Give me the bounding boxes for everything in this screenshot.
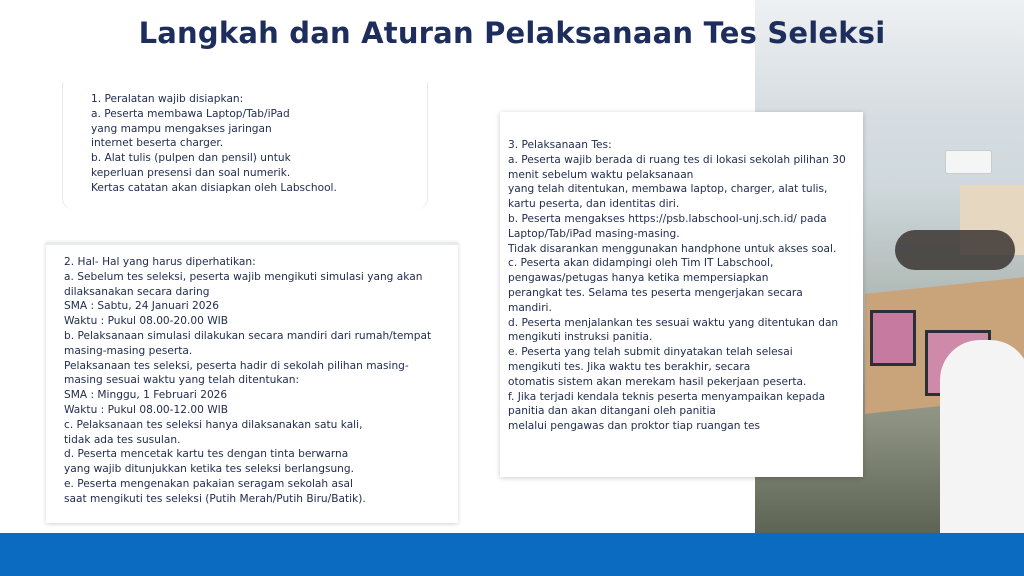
footer-bar [0,533,1024,576]
text-line: f. Jika terjadi kendala teknis peserta menyampaikan kepada [508,390,826,403]
text-line: internet beserta charger. [91,137,224,150]
text-line: c. Pelaksanaan tes seleksi hanya dilaksanakan satu kali, [64,418,363,431]
text-line: Laptop/Tab/iPad masing-masing. [508,227,680,240]
photo-students [895,230,1015,270]
text-line: 3. Pelaksanaan Tes: [508,139,612,151]
text-line: Kertas catatan akan disiapkan oleh Labschool. [91,181,337,194]
text-line: d. Peserta menjalankan tes sesuai waktu yang ditentukan dan [508,316,839,329]
text-line: saat mengikuti tes seleksi (Putih Merah/Putih Biru/Batik). [64,492,366,505]
text-line: masing-masing peserta. [64,344,193,357]
text-line: mengikuti tes. Jika waktu tes berakhir, secara [508,360,751,373]
text-line: d. Peserta mencetak kartu tes dengan tinta berwarna [64,448,349,461]
section-equipment-card [62,82,428,210]
text-line: Waktu : Pukul 08.00-20.00 WIB [64,315,229,328]
text-line: a. Sebelum tes seleksi, peserta wajib mengikuti simulasi yang akan [64,270,423,283]
text-line: mandiri. [508,301,552,314]
text-line: Waktu : Pukul 08.00-12.00 WIB [64,403,229,416]
text-line: masing sesuai waktu yang telah ditentukan: [64,374,300,387]
section-test-execution-card [500,112,863,477]
text-line: menit sebelum waktu pelaksanaan [508,168,694,181]
text-line: e. Peserta mengenakan pakaian seragam sekolah asal [64,477,353,490]
text-line: panitia dan akan ditangani oleh panitia [508,405,716,418]
text-line: pengawas/petugas hanya ketika mempersiapkan [508,272,769,285]
text-line: yang telah ditentukan, membawa laptop, charger, alat tulis, [508,183,828,196]
page-title: Langkah dan Aturan Pelaksanaan Tes Seleksi [138,16,886,50]
text-line: Pelaksanaan tes seleksi, peserta hadir di sekolah pilihan masing- [64,359,409,372]
text-line: 1. Peralatan wajib disiapkan: [91,93,244,105]
section-notes-card [46,242,458,523]
text-line: b. Peserta mengakses https://psb.labschool-unj.sch.id/ pada [508,212,827,225]
text-line: SMA : Sabtu, 24 Januari 2026 [64,300,219,313]
text-line: mengikuti instruksi panitia. [508,331,653,344]
text-line: yang wajib ditunjukkan ketika tes seleksi berlangsung. [64,463,354,476]
photo-air-conditioner [945,150,992,174]
text-line: perangkat tes. Selama tes peserta mengerjakan secara [508,286,803,299]
text-line: otomatis sistem akan merekam hasil pekerjaan peserta. [508,375,807,388]
text-line: a. Peserta wajib berada di ruang tes di lokasi sekolah pilihan 30 [508,153,846,166]
photo-student-foreground [940,340,1024,533]
text-line: SMA : Minggu, 1 Februari 2026 [64,389,228,402]
text-line: tidak ada tes susulan. [64,433,181,446]
text-line: c. Peserta akan didampingi oleh Tim IT Labschool, [508,257,774,270]
text-line: b. Pelaksanaan simulasi dilakukan secara mandiri dari rumah/tempat [64,329,432,342]
text-line: yang mampu mengakses jaringan [91,122,272,135]
text-line: a. Peserta membawa Laptop/Tab/iPad [91,107,290,120]
text-line: melalui pengawas dan proktor tiap ruangan tes [508,420,761,433]
text-line: keperluan presensi dan soal numerik. [91,166,291,179]
text-line: 2. Hal- Hal yang harus diperhatikan: [64,256,256,268]
text-line: e. Peserta yang telah submit dinyatakan telah selesai [508,346,793,359]
text-line: kartu peserta, dan identitas diri. [508,198,680,211]
text-line: dilaksanakan secara daring [64,285,210,298]
text-line: Tidak disarankan menggunakan handphone untuk akses soal. [508,242,837,255]
photo-laptop [870,310,916,366]
text-line: b. Alat tulis (pulpen dan pensil) untuk [91,152,291,165]
